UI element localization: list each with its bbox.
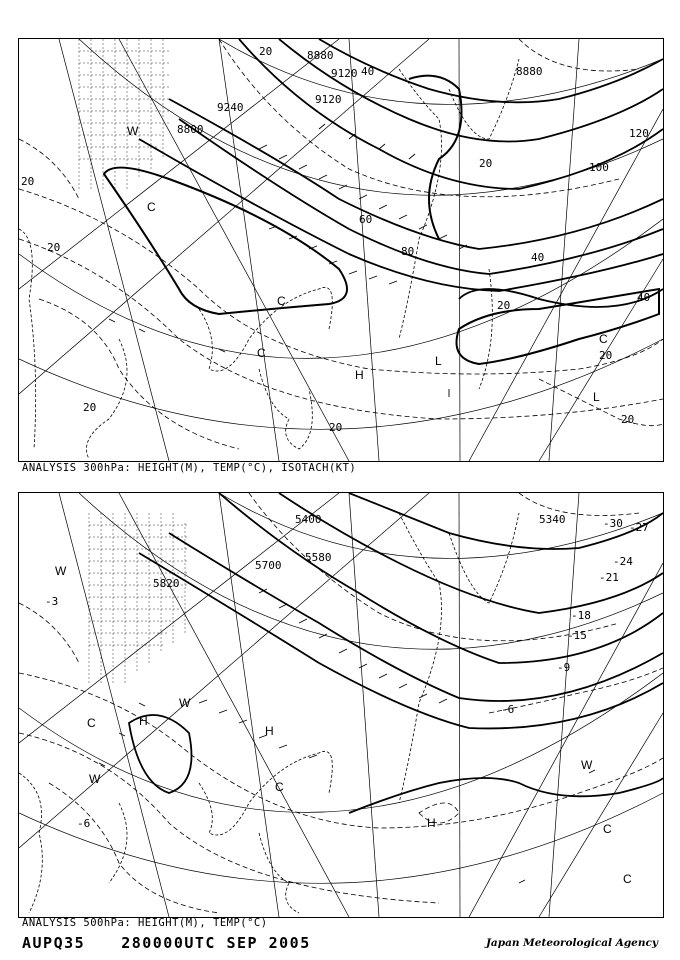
temp-contours <box>19 493 663 913</box>
warm-symbol: W <box>581 758 593 772</box>
cold-symbol: C <box>599 332 608 346</box>
high-symbol: H <box>139 714 148 728</box>
temp-label: -30 <box>603 517 623 530</box>
height-label: 9120 <box>331 67 358 80</box>
height-label: 8800 <box>177 123 204 136</box>
cold-symbol: C <box>277 294 286 308</box>
warm-symbol: W <box>89 772 101 786</box>
warm-symbol: W <box>179 696 191 710</box>
panel-300-caption: ANALYSIS 300hPa: HEIGHT(M), TEMP(°C), ISOTACH(KT) <box>22 462 357 474</box>
height-label: 5580 <box>305 551 332 564</box>
wind-barbs <box>99 589 595 883</box>
height-label: 8880 <box>307 49 334 62</box>
height-contours <box>139 39 663 307</box>
map-300hpa-canvas <box>19 39 663 461</box>
high-symbol: H <box>427 816 436 830</box>
isotach-label: 20 <box>621 413 635 426</box>
low-symbol: L <box>593 390 600 404</box>
high-symbol: H <box>265 724 274 738</box>
isotach-label: 40 <box>531 251 545 264</box>
cold-symbol: C <box>87 716 96 730</box>
chart-footer <box>22 934 311 952</box>
agency-credit: Japan Meteorological Agency <box>485 937 658 949</box>
isotach-label: 20 <box>259 45 273 58</box>
isotach-label: 20 <box>329 421 343 434</box>
isotach-label: 100 <box>589 161 609 174</box>
isotach-label: 20 <box>497 299 511 312</box>
map-500hpa-canvas <box>19 493 663 917</box>
height-label: 9120 <box>315 93 342 106</box>
temp-label: -27 <box>629 521 649 534</box>
temp-label: -18 <box>571 609 591 622</box>
cold-symbol: C <box>623 872 632 886</box>
low-symbol: L <box>435 354 442 368</box>
height-label: 8880 <box>516 65 543 78</box>
height-labels <box>153 513 566 590</box>
temp-label: -21 <box>599 571 619 584</box>
isotach-label: 20 <box>21 175 35 188</box>
system-symbols <box>127 124 608 404</box>
high-symbol: H <box>355 368 364 382</box>
graticule <box>19 493 663 917</box>
isotach-label: 80 <box>401 245 415 258</box>
map-300hpa <box>18 38 664 462</box>
temp-label: -6 <box>77 817 91 830</box>
height-label: 5700 <box>255 559 282 572</box>
valid-time: 280000UTC SEP 2005 <box>121 934 311 952</box>
isotach-jet <box>104 76 659 364</box>
temp-label: -24 <box>613 555 633 568</box>
map-500hpa <box>18 492 664 918</box>
cold-symbol: C <box>147 200 156 214</box>
isotach-label: 20 <box>599 349 613 362</box>
isotach-label: 120 <box>629 127 649 140</box>
isotach-label: 40 <box>361 65 375 78</box>
height-label: 5820 <box>153 577 180 590</box>
height-label: 9240 <box>217 101 244 114</box>
isotach-label: 60 <box>359 213 373 226</box>
isotach-label: 20 <box>47 241 61 254</box>
panel-500-caption: ANALYSIS 500hPa: HEIGHT(M), TEMP(°C) <box>22 917 268 929</box>
temp-label: -9 <box>557 661 571 674</box>
land-hatch <box>89 513 189 683</box>
cold-symbol: C <box>603 822 612 836</box>
isotach-label: 20 <box>479 157 493 170</box>
warm-symbol: W <box>55 564 67 578</box>
temp-label: -15 <box>567 629 587 642</box>
temp-label: -3 <box>45 595 59 608</box>
cold-symbol: C <box>275 780 284 794</box>
cold-symbol: C <box>257 346 266 360</box>
height-label: 5340 <box>539 513 566 526</box>
coastlines <box>19 59 519 459</box>
warm-symbol: W <box>127 124 139 138</box>
height-label: 5400 <box>295 513 322 526</box>
temp-label: -6 <box>501 703 515 716</box>
isotach-label: 20 <box>83 401 97 414</box>
isotach-label: 40 <box>637 291 651 304</box>
product-code: AUPQ35 <box>22 934 86 952</box>
